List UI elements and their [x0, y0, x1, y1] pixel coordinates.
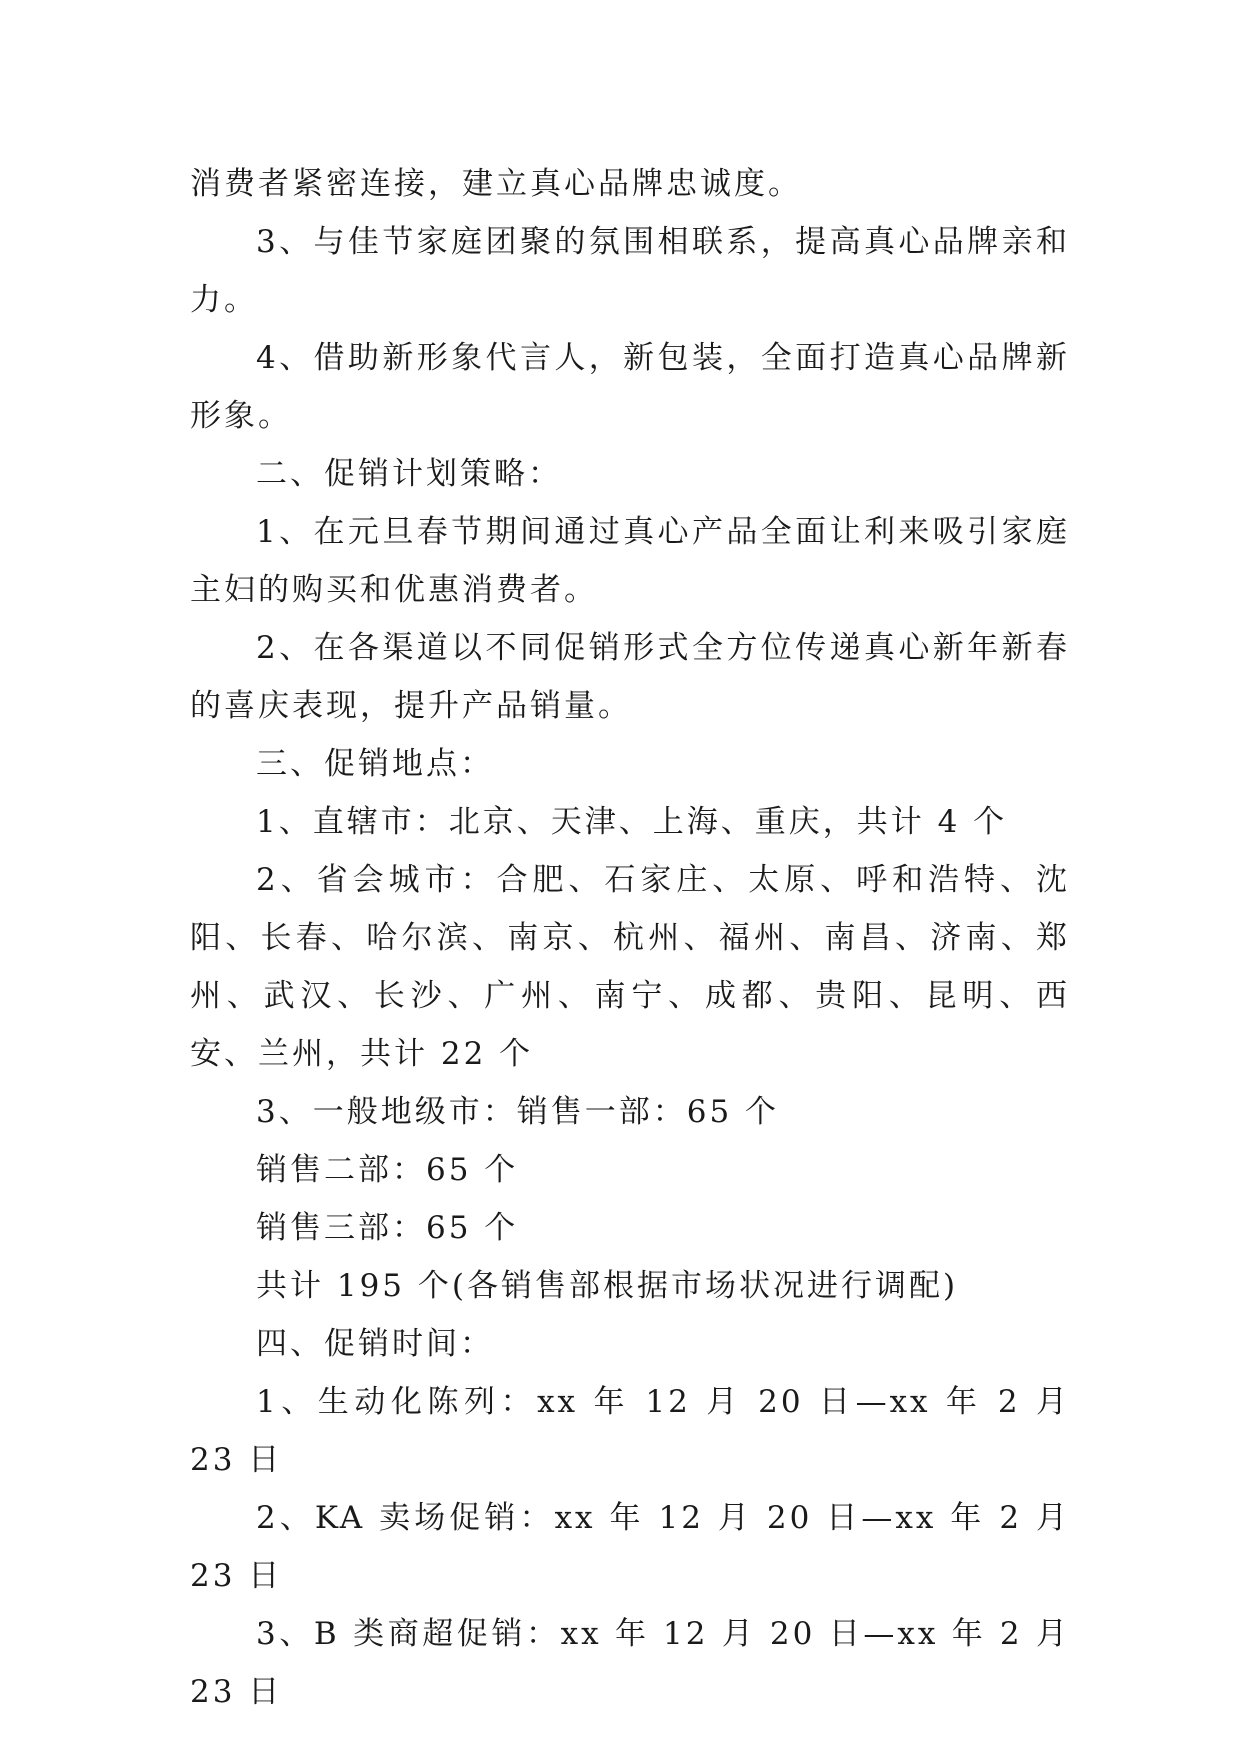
paragraph: 1、直辖市：北京、天津、上海、重庆，共计 4 个: [256, 804, 1008, 840]
paragraph: 3、一般地级市：销售一部：65 个: [256, 1094, 780, 1130]
section-heading: 三、促销地点：: [256, 746, 494, 782]
paragraph: 销售二部：65 个: [256, 1152, 519, 1188]
paragraph: 消费者紧密连接，建立真心品牌忠诚度。: [190, 166, 802, 202]
paragraph: 共计 195 个(各销售部根据市场状况进行调配): [256, 1268, 959, 1304]
section-heading: 四、促销时间：: [256, 1326, 494, 1362]
paragraph: 3、B 类商超促销：xx 年 12 月 20 日—xx 年 2 月 23 日: [190, 1616, 1070, 1710]
paragraph: 2、省会城市：合肥、石家庄、太原、呼和浩特、沈阳、长春、哈尔滨、南京、杭州、福州、南昌、济南、郑州、武汉、长沙、广州、南宁、成都、贵阳、昆明、西安、兰州，共计 22 个: [190, 862, 1070, 1072]
paragraph: 4、借助新形象代言人，新包装，全面打造真心品牌新形象。: [190, 340, 1070, 434]
document-body: [190, 155, 1070, 1721]
paragraph: 2、KA 卖场促销：xx 年 12 月 20 日—xx 年 2 月 23 日: [190, 1500, 1070, 1594]
paragraph: 销售三部：65 个: [256, 1210, 519, 1246]
paragraph: 1、在元旦春节期间通过真心产品全面让利来吸引家庭主妇的购买和优惠消费者。: [190, 514, 1070, 608]
paragraph: 3、与佳节家庭团聚的氛围相联系，提高真心品牌亲和力。: [190, 224, 1070, 318]
paragraph: 2、在各渠道以不同促销形式全方位传递真心新年新春的喜庆表现，提升产品销量。: [190, 630, 1070, 724]
paragraph: 1、生动化陈列：xx 年 12 月 20 日—xx 年 2 月 23 日: [190, 1384, 1070, 1478]
section-heading: 二、促销计划策略：: [256, 456, 562, 492]
